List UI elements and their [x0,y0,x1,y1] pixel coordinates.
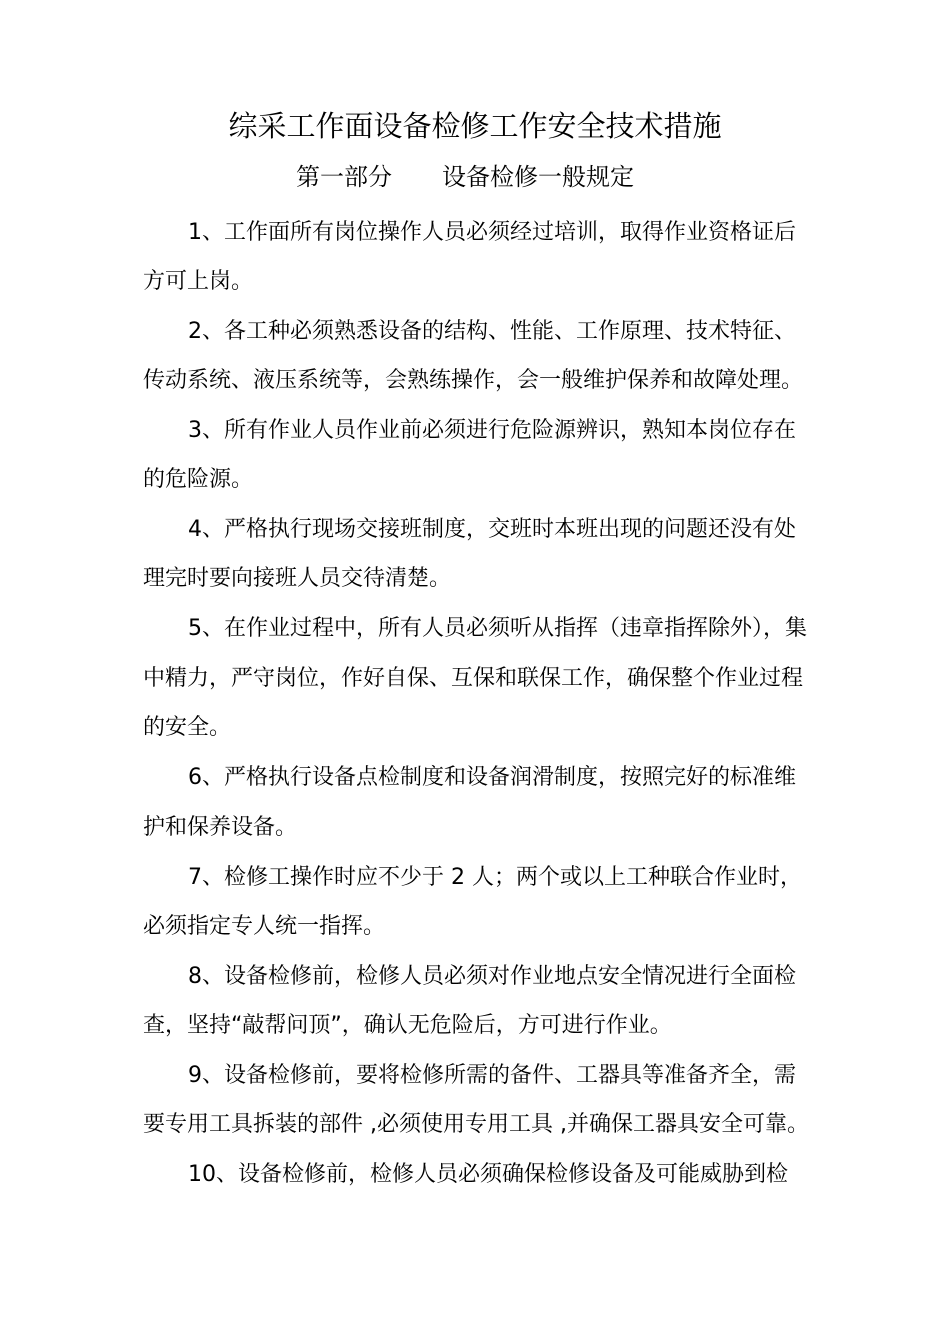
paragraph-line: 6、严格执行设备点检制度和设备润滑制度，按照完好的标准维 [188,765,796,790]
paragraph-line: 3、所有作业人员作业前必须进行危险源辨识，熟知本岗位存在 [188,418,796,443]
paragraph-line: 理完时要向接班人员交待清楚。 [143,566,452,591]
paragraph-line: 1、工作面所有岗位操作人员必须经过培训，取得作业资格证后 [188,220,796,245]
section-heading [296,157,634,197]
paragraph-line: 护和保养设备。 [143,815,298,840]
paragraph-line: 5、在作业过程中，所有人员必须听从指挥（违章指挥除外），集 [188,616,807,641]
section-heading-text: 设备检修一般规定 [442,163,634,191]
paragraph-line: 传动系统、液压系统等，会熟练操作，会一般维护保养和故障处理。 [143,368,804,393]
document-title: 综采工作面设备检修工作安全技术措施 [228,109,722,143]
paragraph-line: 要专用工具拆装的部件 ,必须使用专用工具 ,并确保工器具安全可靠。 [143,1112,809,1137]
paragraph-line: 方可上岗。 [143,269,254,294]
paragraph-line: 必须指定专人统一指挥。 [143,914,386,939]
section-part-label: 第一部分 [296,163,392,191]
paragraph-line: 8、设备检修前，检修人员必须对作业地点安全情况进行全面检 [188,964,796,989]
paragraph-line: 查，坚持“敲帮问顶”，确认无危险后，方可进行作业。 [143,1013,672,1038]
paragraph-line: 4、严格执行现场交接班制度，交班时本班出现的问题还没有处 [188,517,796,542]
paragraph-line: 7、检修工操作时应不少于 2 人；两个或以上工种联合作业时， [188,865,802,890]
paragraph-line: 的危险源。 [143,467,254,492]
paragraph-line: 9、设备检修前，要将检修所需的备件、工器具等准备齐全，需 [188,1063,796,1088]
paragraph-line: 10、设备检修前，检修人员必须确保检修设备及可能威胁到检 [188,1162,788,1187]
paragraph-line: 2、各工种必须熟悉设备的结构、性能、工作原理、技术特征、 [188,319,796,344]
paragraph-line: 的安全。 [143,715,232,740]
paragraph-line: 中精力，严守岗位，作好自保、互保和联保工作，确保整个作业过程 [143,666,804,691]
